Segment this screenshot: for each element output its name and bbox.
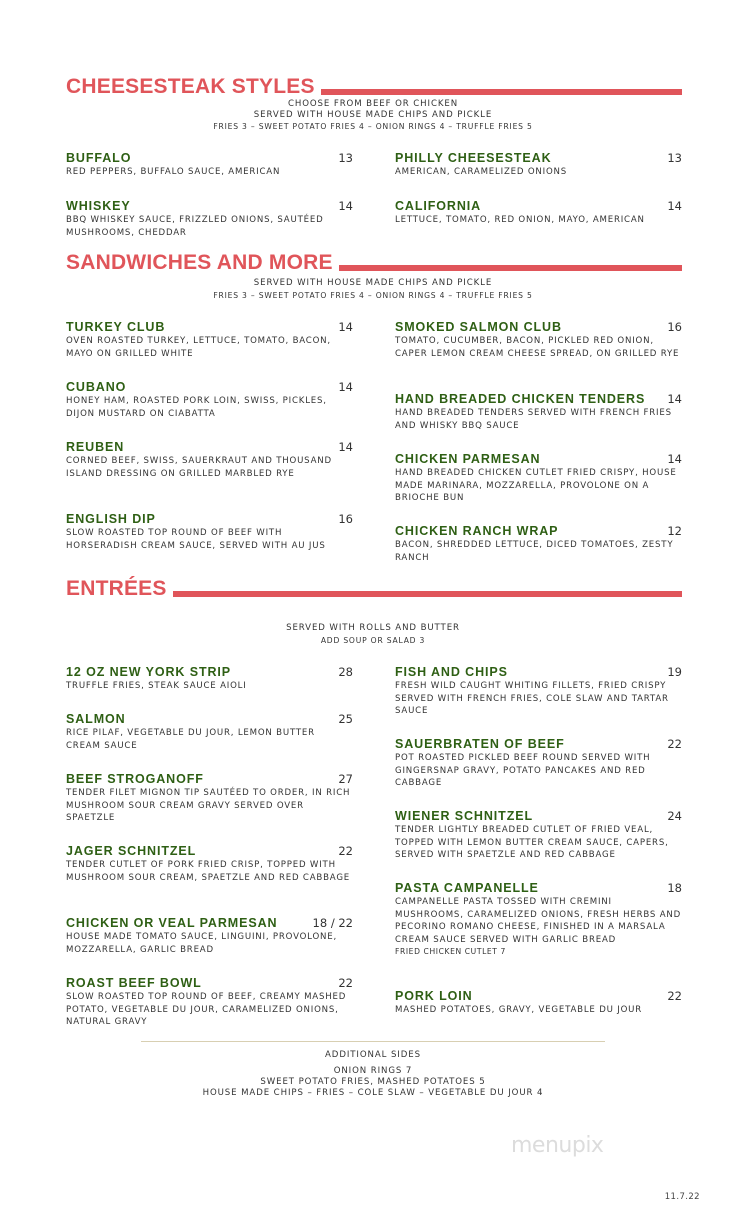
item-price: 14: [338, 440, 353, 454]
item-description: TENDER LIGHTLY BREADED CUTLET OF FRIED VEAL, TOPPED WITH LEMON BUTTER CREAM SAUCE, CAPERS, SERVED WITH SPAETZLE AND RED CABBAGE: [395, 825, 669, 860]
menu-item: [66, 440, 353, 480]
item-description: SLOW ROASTED TOP ROUND OF BEEF WITH HORSERADISH CREAM SAUCE, SERVED WITH AU JUS: [66, 528, 326, 551]
item-name: CUBANO: [66, 380, 127, 394]
item-description: SLOW ROASTED TOP ROUND OF BEEF, CREAMY MASHED POTATO, VEGETABLE DU JOUR, CARAMELIZED ONIONS, NATURAL GRAVY: [66, 992, 347, 1027]
item-description: MASHED POTATOES, GRAVY, VEGETABLE DU JOUR: [395, 1005, 642, 1015]
item-price: 13: [667, 151, 682, 165]
item-name: CALIFORNIA: [395, 199, 482, 213]
menu-item: [395, 452, 682, 505]
item-name: CHICKEN RANCH WRAP: [395, 524, 559, 538]
sides-divider: [141, 1041, 605, 1042]
item-description: TENDER FILET MIGNON TIP SAUTÉED TO ORDER, IN RICH MUSHROOM SOUR CREAM GRAVY SERVED OVER SPAETZLE: [66, 788, 351, 823]
menu-item: [395, 524, 682, 564]
menu-item: [66, 151, 353, 179]
item-description: HOUSE MADE TOMATO SAUCE, LINGUINI, PROVOLONE, MOZZARELLA, GARLIC BREAD: [66, 932, 338, 955]
item-name: HAND BREADED CHICKEN TENDERS: [395, 392, 646, 406]
sides-title: ADDITIONAL SIDES: [325, 1050, 421, 1060]
item-description: RED PEPPERS, BUFFALO SAUCE, AMERICAN: [66, 167, 281, 177]
item-name: PASTA CAMPANELLE: [395, 881, 539, 895]
entrees-section-header: [66, 578, 682, 600]
item-price: 14: [667, 452, 682, 466]
item-description: TOMATO, CUCUMBER, BACON, PICKLED RED ONION, CAPER LEMON CREAM CHEESE SPREAD, ON GRILLED RYE: [395, 336, 680, 359]
menu-item: [66, 320, 353, 360]
item-description: POT ROASTED PICKLED BEEF ROUND SERVED WITH GINGERSNAP GRAVY, POTATO PANCAKES AND RED CABBAGE: [395, 753, 651, 788]
entrees-subtitle-2: ADD SOUP OR SALAD 3: [320, 636, 426, 645]
cheesesteak-subtitle-1: CHOOSE FROM BEEF OR CHICKEN: [287, 99, 459, 109]
item-description: FRESH WILD CAUGHT WHITING FILLETS, FRIED CRISPY SERVED WITH FRENCH FRIES, COLE SLAW AND TARTAR SAUCE: [395, 681, 669, 716]
item-description: LETTUCE, TOMATO, RED ONION, MAYO, AMERICAN: [395, 215, 645, 225]
menu-item: [66, 380, 353, 420]
cheesesteak-subtitle-2: SERVED WITH HOUSE MADE CHIPS AND PICKLE: [253, 110, 493, 120]
menu-item: [395, 809, 682, 862]
item-name: PHILLY CHEESESTEAK: [395, 151, 552, 165]
menu-item: [395, 989, 682, 1017]
item-name: ENGLISH DIP: [66, 512, 156, 526]
menu-item: [66, 844, 353, 884]
item-price: 28: [338, 665, 353, 679]
item-price: 12: [667, 524, 682, 538]
section-rule: [173, 591, 682, 597]
item-name: WIENER SCHNITZEL: [395, 809, 534, 823]
item-price: 16: [667, 320, 682, 334]
menu-item: [66, 712, 353, 752]
menu-item: [395, 392, 682, 432]
cheesesteak-title: CHEESESTEAK STYLES: [66, 75, 315, 98]
item-price: 14: [338, 199, 353, 213]
entrees-title: ENTRÉES: [66, 577, 167, 600]
item-price: 18 / 22: [312, 916, 353, 930]
item-description: HAND BREADED TENDERS SERVED WITH FRENCH FRIES AND WHISKY BBQ SAUCE: [395, 408, 672, 431]
sides-line-3: HOUSE MADE CHIPS – FRIES – COLE SLAW – VEGETABLE DU JOUR 4: [202, 1088, 544, 1098]
item-description: HONEY HAM, ROASTED PORK LOIN, SWISS, PICKLES, DIJON MUSTARD ON CIABATTA: [66, 396, 327, 419]
item-description: RICE PILAF, VEGETABLE DU JOUR, LEMON BUTTER CREAM SAUCE: [66, 728, 315, 751]
entrees-subtitle-1: SERVED WITH ROLLS AND BUTTER: [286, 623, 460, 633]
menu-item: [66, 916, 353, 956]
item-price: 16: [338, 512, 353, 526]
item-name: JAGER SCHNITZEL: [66, 844, 197, 858]
menu-item: [66, 199, 353, 239]
item-name: WHISKEY: [66, 199, 131, 213]
section-rule: [321, 89, 682, 95]
item-add-on: FRIED CHICKEN CUTLET 7: [395, 947, 506, 956]
item-description: HAND BREADED CHICKEN CUTLET FRIED CRISPY, HOUSE MADE MARINARA, MOZZARELLA, PROVOLONE ON A BRIOCHE BUN: [395, 468, 677, 503]
item-price: 14: [338, 380, 353, 394]
item-name: ROAST BEEF BOWL: [66, 976, 202, 990]
item-price: 22: [338, 976, 353, 990]
menu-item: [66, 665, 353, 693]
item-name: FISH AND CHIPS: [395, 665, 508, 679]
menu-item: [395, 665, 682, 718]
item-name: TURKEY CLUB: [66, 320, 166, 334]
sandwiches-section-header: [66, 252, 682, 274]
item-description: CORNED BEEF, SWISS, SAUERKRAUT AND THOUSAND ISLAND DRESSING ON GRILLED MARBLED RYE: [66, 456, 332, 479]
item-name: 12 OZ NEW YORK STRIP: [66, 665, 232, 679]
menu-item: [395, 737, 682, 790]
item-price: 22: [338, 844, 353, 858]
item-price: 14: [667, 392, 682, 406]
item-name: CHICKEN PARMESAN: [395, 452, 541, 466]
item-price: 22: [667, 989, 682, 1003]
item-price: 14: [338, 320, 353, 334]
menu-item: [395, 199, 682, 227]
item-name: SALMON: [66, 712, 126, 726]
item-price: 24: [667, 809, 682, 823]
menu-item: [395, 881, 682, 957]
menu-item: [395, 320, 682, 360]
sides-line-1: ONION RINGS 7: [333, 1066, 413, 1076]
item-description: CAMPANELLE PASTA TOSSED WITH CREMINI MUSHROOMS, CARAMELIZED ONIONS, FRESH HERBS AND PECORINO ROMANO CHEESE, FINISHED IN A MARSALA CREAM SAUCE SERVED WITH GARLIC BREAD: [395, 897, 682, 945]
sandwiches-subtitle-1: SERVED WITH HOUSE MADE CHIPS AND PICKLE: [253, 278, 493, 288]
item-description: OVEN ROASTED TURKEY, LETTUCE, TOMATO, BACON, MAYO ON GRILLED WHITE: [66, 336, 331, 359]
item-name: BEEF STROGANOFF: [66, 772, 204, 786]
cheesesteak-subtitle-3: FRIES 3 – SWEET POTATO FRIES 4 – ONION RINGS 4 – TRUFFLE FRIES 5: [213, 122, 533, 131]
item-price: 14: [667, 199, 682, 213]
sides-line-2: SWEET POTATO FRIES, MASHED POTATOES 5: [260, 1077, 486, 1087]
item-name: CHICKEN OR VEAL PARMESAN: [66, 916, 278, 930]
item-description: TRUFFLE FRIES, STEAK SAUCE AIOLI: [66, 681, 247, 691]
item-name: PORK LOIN: [395, 989, 473, 1003]
sandwiches-subtitle-2: FRIES 3 – SWEET POTATO FRIES 4 – ONION RINGS 4 – TRUFFLE FRIES 5: [213, 291, 533, 300]
item-price: 22: [667, 737, 682, 751]
cheesesteak-section-header: [66, 76, 682, 98]
item-name: SMOKED SALMON CLUB: [395, 320, 562, 334]
item-price: 25: [338, 712, 353, 726]
item-description: TENDER CUTLET OF PORK FRIED CRISP, TOPPED WITH MUSHROOM SOUR CREAM, SPAETZLE AND RED CABBAGE: [66, 860, 351, 883]
menu-item: [395, 151, 682, 179]
item-name: REUBEN: [66, 440, 125, 454]
menu-item: [66, 512, 353, 552]
item-description: AMERICAN, CARAMELIZED ONIONS: [395, 167, 567, 177]
menupix-watermark: menupix: [511, 1133, 604, 1158]
item-description: BACON, SHREDDED LETTUCE, DICED TOMATOES, ZESTY RANCH: [395, 540, 674, 563]
item-description: BBQ WHISKEY SAUCE, FRIZZLED ONIONS, SAUTÉED MUSHROOMS, CHEDDAR: [66, 215, 324, 238]
item-price: 19: [667, 665, 682, 679]
item-name: SAUERBRATEN OF BEEF: [395, 737, 565, 751]
item-price: 27: [338, 772, 353, 786]
menu-date: 11.7.22: [664, 1192, 700, 1202]
item-price: 18: [667, 881, 682, 895]
menu-item: [66, 976, 353, 1029]
section-rule: [339, 265, 682, 271]
sandwiches-title: SANDWICHES AND MORE: [66, 251, 333, 274]
item-price: 13: [338, 151, 353, 165]
menu-item: [66, 772, 353, 825]
item-name: BUFFALO: [66, 151, 132, 165]
